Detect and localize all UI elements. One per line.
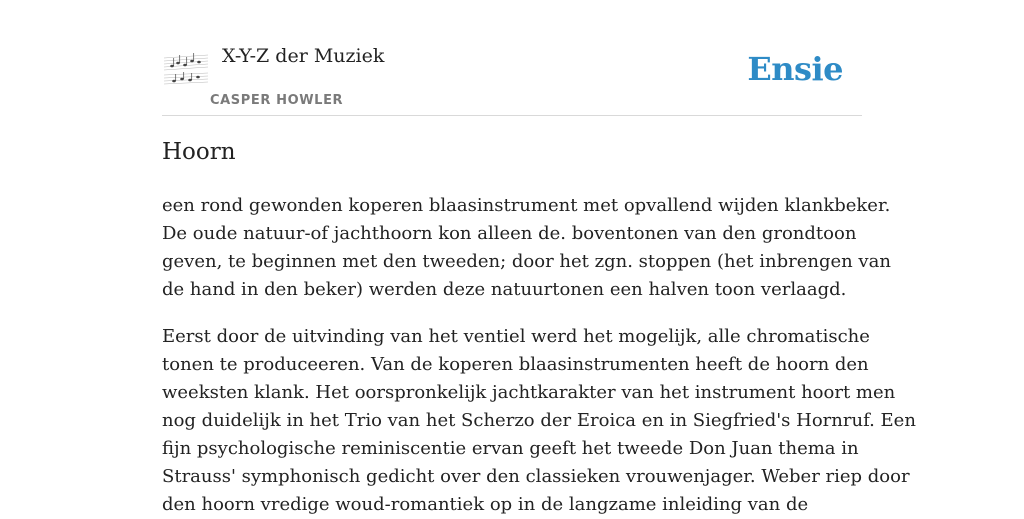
paragraph-line: Eerst door de uitvinding van het ventiel werd het mogelijk, alle chromatische	[162, 326, 870, 347]
brand-logo[interactable]: Ensie	[747, 50, 843, 88]
paragraph-line: tonen te produceeren. Van de koperen blaasinstrumenten heeft de hoorn den	[162, 354, 869, 375]
page-container	[162, 0, 916, 515]
header	[162, 0, 862, 116]
entry-title: Hoorn	[162, 139, 236, 165]
paragraph-line: geven, te beginnen met den tweeden; door het zgn. stoppen (het inbrengen van	[162, 251, 891, 272]
paragraph-line: weeksten klank. Het oorspronkelijk jachtkarakter van het instrument hoort men	[162, 382, 896, 403]
sheet-music-thumbnail-icon[interactable]	[162, 44, 210, 90]
entry-paragraph	[162, 192, 891, 304]
paragraph-line: de hand in den beker) werden deze natuurtonen een halven toon verlaagd.	[162, 279, 847, 300]
paragraph-line: Strauss' symphonisch gedicht over den classieken vrouwenjager. Weber riep door	[162, 466, 910, 487]
paragraph-line: fijn psychologische reminiscentie ervan geeft het tweede Don Juan thema in	[162, 438, 859, 459]
author-name[interactable]: CASPER HOWLER	[210, 93, 344, 108]
paragraph-line: nog duidelijk in het Trio van het Scherzo der Eroica en in Siegfried's Hornruf. Een	[162, 410, 916, 431]
paragraph-line: den hoorn vredige woud-romantiek op in de langzame inleiding van de	[162, 494, 809, 515]
entry-paragraph	[162, 323, 916, 519]
paragraph-line: De oude natuur-of jachthoorn kon alleen de. boventonen van den grondtoon	[162, 223, 857, 244]
book-title[interactable]: X-Y-Z der Muziek	[222, 45, 385, 67]
paragraph-line: een rond gewonden koperen blaasinstrument met opvallend wijden klankbeker.	[162, 195, 891, 216]
